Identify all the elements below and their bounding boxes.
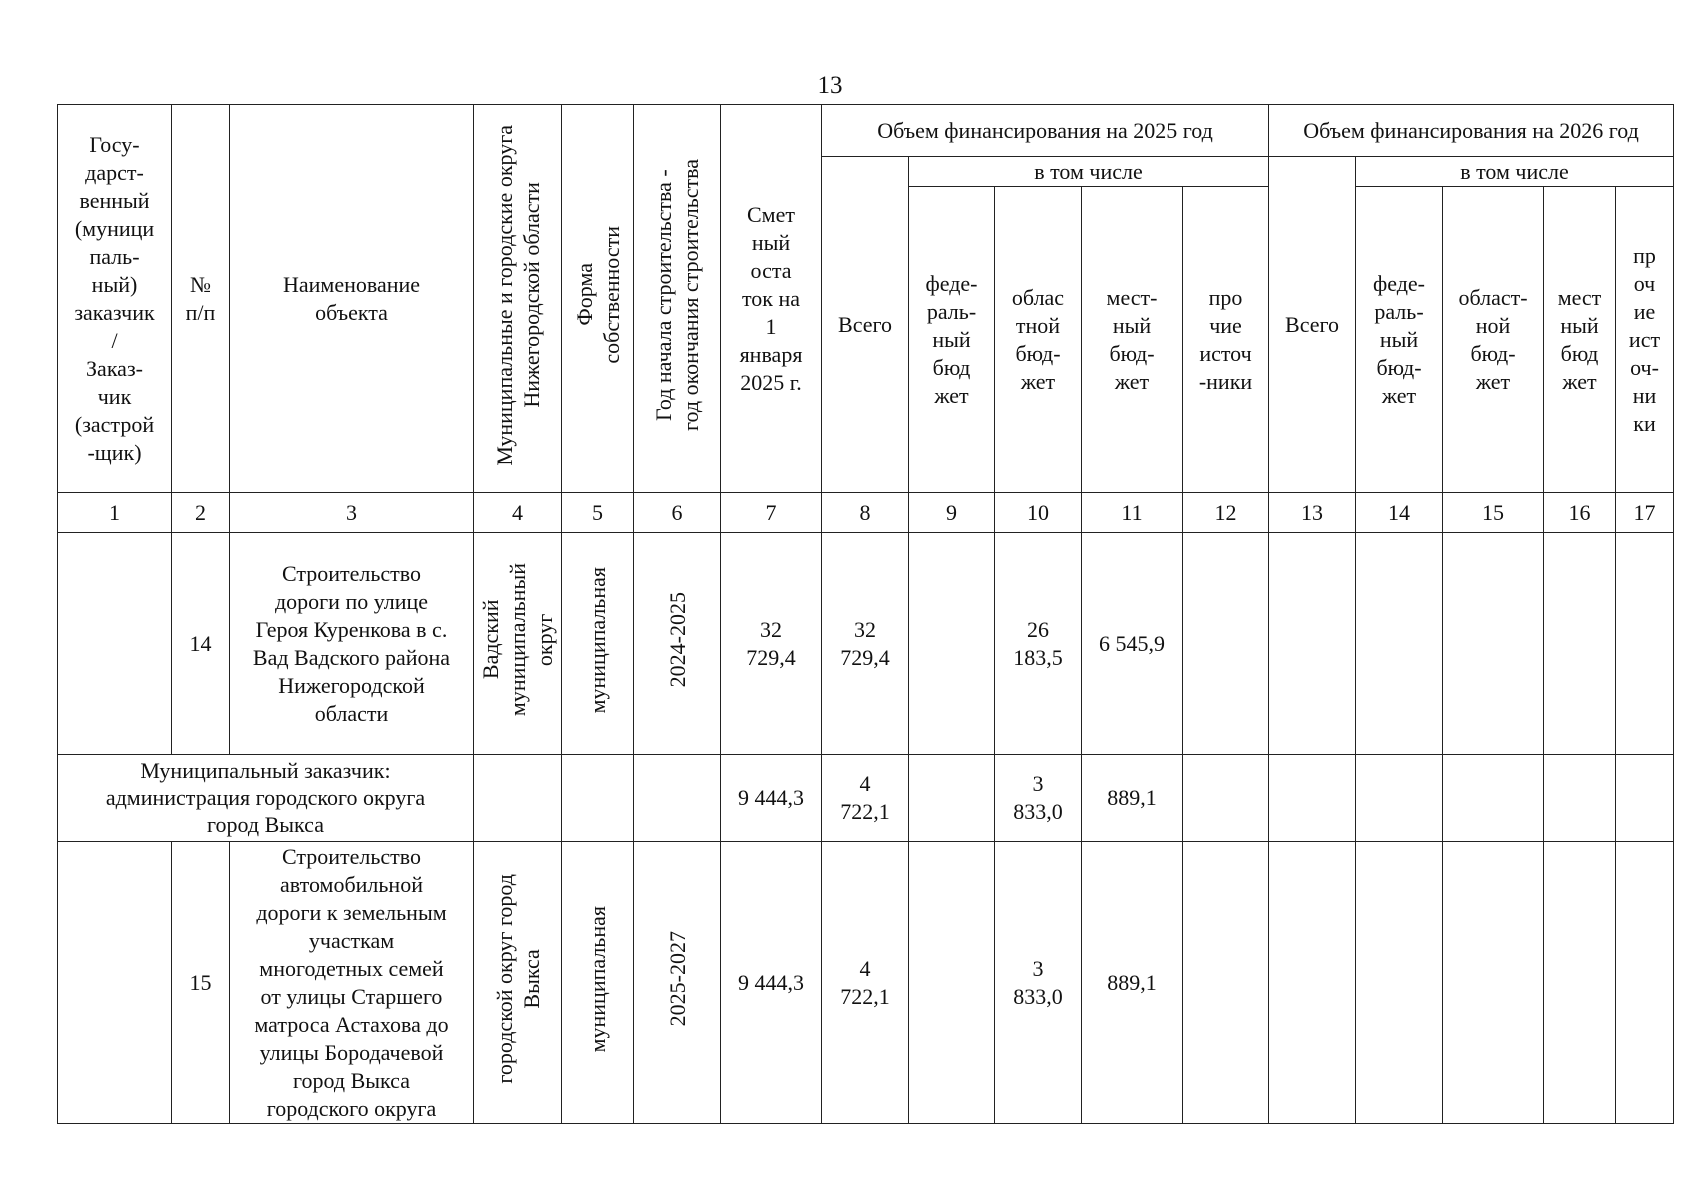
cell-total-2026: [1269, 755, 1356, 842]
header-local-2025: мест- ный бюд- жет: [1082, 187, 1183, 493]
table-row: [58, 533, 1674, 755]
header-local-2026: мест ный бюд жет: [1544, 187, 1616, 493]
column-number: 3: [230, 493, 474, 533]
cell-regional-2025: 26 183,5: [995, 533, 1082, 755]
cell-ownership: [562, 755, 634, 842]
column-number: 16: [1544, 493, 1616, 533]
customer-summary-row: [58, 755, 1674, 842]
cell-number: 14: [172, 533, 230, 755]
header-federal-2025: феде- раль- ный бюд жет: [909, 187, 995, 493]
cell-local-2025: 889,1: [1082, 842, 1183, 1124]
cell-regional-2026: [1443, 755, 1544, 842]
column-number: 11: [1082, 493, 1183, 533]
cell-local-2025: 6 545,9: [1082, 533, 1183, 755]
header-financing-2026: Объем финансирования на 2026 год: [1269, 105, 1674, 157]
cell-other-2026: [1616, 533, 1674, 755]
cell-municipality: городской округ город Выкса: [474, 842, 562, 1124]
cell-other-2026: [1616, 755, 1674, 842]
column-number: 14: [1356, 493, 1443, 533]
financing-table: [57, 104, 1674, 1124]
header-including-2025: в том числе: [909, 157, 1269, 187]
cell-regional-2026: [1443, 842, 1544, 1124]
cell-remaining: 9 444,3: [721, 755, 822, 842]
cell-other-2025: [1183, 842, 1269, 1124]
cell-customer: [58, 533, 172, 755]
page-number: 13: [817, 72, 843, 99]
header-remaining: Смет ный оста ток на 1 января 2025 г.: [721, 105, 822, 493]
cell-local-2026: [1544, 755, 1616, 842]
cell-federal-2025: [909, 755, 995, 842]
table-row: [58, 842, 1674, 1124]
cell-total-2025: 32 729,4: [822, 533, 909, 755]
header-regional-2026: област- ной бюд- жет: [1443, 187, 1544, 493]
column-number: 8: [822, 493, 909, 533]
header-total-2026: Всего: [1269, 157, 1356, 493]
cell-years: 2024-2025: [634, 533, 721, 755]
header-total-2025: Всего: [822, 157, 909, 493]
header-customer: Госу- дарст- венный (муници паль- ный) заказчик / Заказ- чик (застрой -щик): [58, 105, 172, 493]
cell-other-2025: [1183, 755, 1269, 842]
header-other-2026: пр оч ие ист оч- ни ки: [1616, 187, 1674, 493]
cell-total-2026: [1269, 533, 1356, 755]
cell-local-2026: [1544, 533, 1616, 755]
column-number-row: [58, 493, 1674, 533]
cell-federal-2026: [1356, 533, 1443, 755]
column-number: 17: [1616, 493, 1674, 533]
column-number: 12: [1183, 493, 1269, 533]
cell-object-name: Строительство дороги по улице Героя Куренкова в с. Вад Вадского района Нижегородской области: [230, 533, 474, 755]
column-number: 9: [909, 493, 995, 533]
cell-federal-2025: [909, 533, 995, 755]
cell-regional-2025: 3 833,0: [995, 842, 1082, 1124]
cell-ownership: муниципальная: [562, 533, 634, 755]
cell-other-2026: [1616, 842, 1674, 1124]
cell-number: 15: [172, 842, 230, 1124]
header-object-name: Наименование объекта: [230, 105, 474, 493]
cell-customer: [58, 842, 172, 1124]
header-other-2025: про чие источ -ники: [1183, 187, 1269, 493]
cell-federal-2026: [1356, 842, 1443, 1124]
column-number: 1: [58, 493, 172, 533]
header-ownership: Форма собственности: [562, 105, 634, 493]
cell-total-2025: 4 722,1: [822, 755, 909, 842]
cell-ownership: муниципальная: [562, 842, 634, 1124]
cell-other-2025: [1183, 533, 1269, 755]
cell-years: [634, 755, 721, 842]
column-number: 7: [721, 493, 822, 533]
cell-object-name: Строительство автомобильной дороги к земельным участкам многодетных семей от улицы Старшего матроса Астахова до улицы Бородачевой город Выкса городского округа: [230, 842, 474, 1124]
column-number: 4: [474, 493, 562, 533]
column-number: 2: [172, 493, 230, 533]
header-number: № п/п: [172, 105, 230, 493]
cell-regional-2025: 3 833,0: [995, 755, 1082, 842]
column-number: 6: [634, 493, 721, 533]
column-number: 15: [1443, 493, 1544, 533]
cell-federal-2026: [1356, 755, 1443, 842]
column-number: 10: [995, 493, 1082, 533]
cell-remaining: 32 729,4: [721, 533, 822, 755]
cell-years: 2025-2027: [634, 842, 721, 1124]
cell-total-2026: [1269, 842, 1356, 1124]
cell-municipality: [474, 755, 562, 842]
cell-total-2025: 4 722,1: [822, 842, 909, 1124]
column-number: 13: [1269, 493, 1356, 533]
header-regional-2025: облас тной бюд- жет: [995, 187, 1082, 493]
cell-customer-label: Муниципальный заказчик: администрация городского округа город Выкса: [58, 755, 474, 842]
cell-municipality: Вадский муниципальный округ: [474, 533, 562, 755]
cell-regional-2026: [1443, 533, 1544, 755]
header-financing-2025: Объем финансирования на 2025 год: [822, 105, 1269, 157]
column-number: 5: [562, 493, 634, 533]
cell-local-2025: 889,1: [1082, 755, 1183, 842]
cell-remaining: 9 444,3: [721, 842, 822, 1124]
header-including-2026: в том числе: [1356, 157, 1674, 187]
header-federal-2026: феде- раль- ный бюд- жет: [1356, 187, 1443, 493]
header-municipality: Муниципальные и городские округа Нижегородской области: [474, 105, 562, 493]
cell-local-2026: [1544, 842, 1616, 1124]
header-years: Год начала строительства - год окончания строительства: [634, 105, 721, 493]
cell-federal-2025: [909, 842, 995, 1124]
